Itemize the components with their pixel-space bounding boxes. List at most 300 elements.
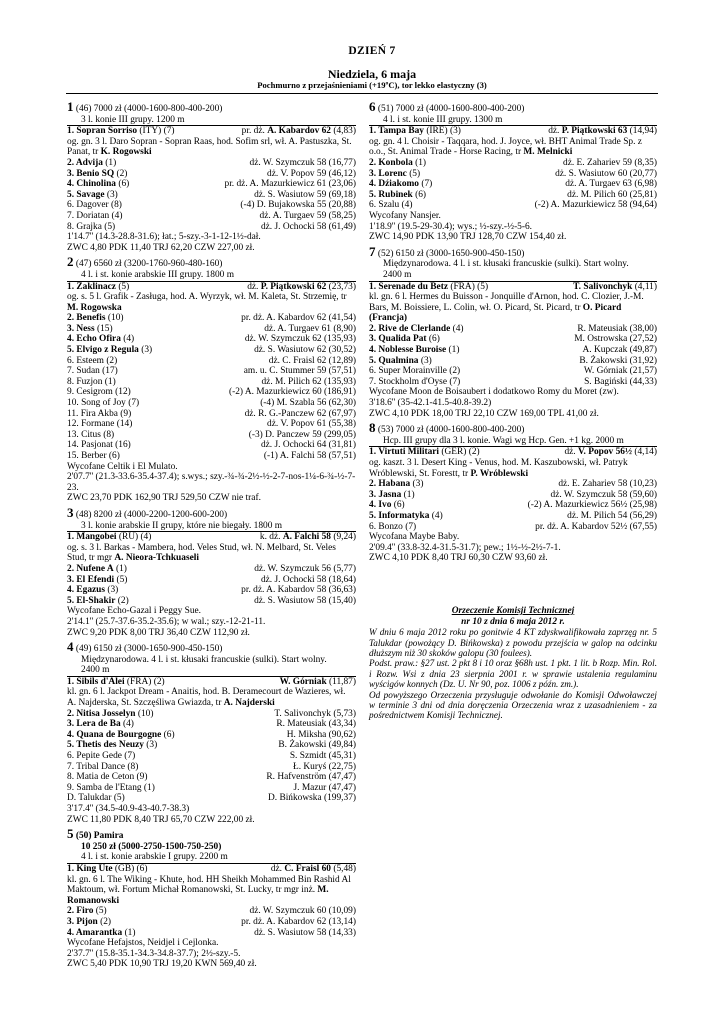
placed-horse xyxy=(369,158,426,169)
race-prize: (50) Pamira xyxy=(75,831,124,842)
placed-horse-info: (3) xyxy=(418,355,432,366)
winner-name: 1. Sibils d'Alei xyxy=(67,676,125,687)
placed-horse-info: (1) xyxy=(412,157,427,168)
placed-horse-info: (6) xyxy=(161,729,175,740)
placed-horse-name: 4. Dźiakomo xyxy=(369,179,419,190)
winner-jockey: V. Popov 56½ xyxy=(577,447,632,458)
placed-horse-info: 6. Bonzo (7) xyxy=(369,521,417,532)
winner-odds: (9,24) xyxy=(331,532,356,543)
race-note: 2'09.4'' (33.8-32.4-31.5-31.7); pew.; 1½-½-2½-7-1. xyxy=(369,542,561,553)
right-column xyxy=(369,99,657,721)
placed-row xyxy=(369,500,657,511)
race-conditions: 2400 m xyxy=(81,665,110,676)
placed-horse-name: 5. Qualmina xyxy=(369,355,419,366)
placed-horse-info: 7. Stockholm d'Oyse (7) xyxy=(369,376,461,387)
placed-horse-name: 2. Advija xyxy=(67,157,103,168)
placed-jockey: (-2) A. Mazurkiewicz 60 (186,91) xyxy=(228,387,356,398)
placed-horse-info: (3) xyxy=(105,585,119,596)
placed-horse xyxy=(67,451,120,462)
winner-jockey-cell xyxy=(573,282,657,293)
date-title: Niedziela, 6 maja xyxy=(327,66,417,81)
placed-row xyxy=(67,709,356,720)
winner-jockey: P. Piątkowski 62 xyxy=(260,281,327,292)
race-prize: (48) 8200 zł (4000-2200-1200-600-200) xyxy=(75,509,228,520)
placed-row xyxy=(67,356,356,367)
winner-origin: (5) xyxy=(115,281,130,292)
placed-row xyxy=(369,511,657,522)
trainer-name: A. Nieora-Tchkuaseli xyxy=(114,553,199,564)
winner-origin: (GER) (2) xyxy=(439,447,480,458)
winner-odds: (4,11) xyxy=(632,281,657,292)
placed-horse-info: 9. Cesigrom (12) xyxy=(67,387,131,398)
race-conditions: 2400 m xyxy=(383,269,412,280)
placed-horse-info: (5) xyxy=(114,574,128,585)
placed-row xyxy=(369,190,657,201)
placed-horse-info: (5) xyxy=(93,906,107,917)
race-note: Wycofana Maybe Baby. xyxy=(369,532,460,543)
placed-horse-info: 11. Fira Akba (9) xyxy=(67,408,132,419)
inquiry-body xyxy=(369,627,657,721)
placed-jockey: dż. S. Wasiutow 62 (30,52) xyxy=(254,345,356,356)
placed-horse xyxy=(67,409,131,420)
placed-horse-name: 3. Ness xyxy=(67,323,95,334)
placed-row xyxy=(369,158,657,169)
race-prize: (46) 7000 zł (4000-1600-800-400-200) xyxy=(75,104,223,114)
placed-horse xyxy=(67,740,157,751)
placed-horse-info: 13. Citus (8) xyxy=(67,429,115,440)
race-block xyxy=(67,504,356,638)
winner-origin: (RU) (4) xyxy=(116,532,152,543)
placed-horse-name: 5. Elvigo z Regula xyxy=(67,345,139,356)
placed-horse-info: 6. Pepite Gede (7) xyxy=(67,751,136,762)
breeding-info xyxy=(369,458,657,479)
race-prize: (53) 7000 zł (4000-1600-800-400-200) xyxy=(377,425,525,436)
placed-horse-name: 5. Thetis des Neuzy xyxy=(67,740,144,751)
breeding-info xyxy=(67,137,356,158)
placed-row xyxy=(369,377,657,388)
winner-jockey-prefix: dż. xyxy=(247,281,261,292)
placed-row xyxy=(67,772,356,783)
left-column xyxy=(67,99,356,974)
placed-row xyxy=(67,730,356,741)
placed-horse-info: (6) xyxy=(426,334,440,345)
placed-jockey: W. Górniak (21,57) xyxy=(583,366,657,377)
placed-horse xyxy=(67,906,107,917)
race-note: Wycofany Nansjer. xyxy=(369,210,441,221)
inquiry-text: W dniu 6 maja 2012 roku po gonitwie 4 KT zdyskwalifikowała zaprzęg nr. 5 Talukdar (powożący D. Bińkowska) z powodu przejścia w galop na odcinku dłuższym niż 30 skoków galopu (30 foulees). xyxy=(369,627,657,658)
placed-row xyxy=(67,200,356,211)
placed-row xyxy=(67,928,356,939)
winner-odds: (4,83) xyxy=(331,126,356,137)
placed-jockey: M. Ostrowska (27,52) xyxy=(574,334,657,345)
placed-jockey: H. Miksha (90,62) xyxy=(286,729,356,740)
placed-horse-info: 10. Song of Joy (7) xyxy=(67,398,140,409)
placed-jockey: (-1) A. Falchi 58 (57,51) xyxy=(263,451,356,461)
race-note: 3'18.6'' (35-42.1-41.5-40.8-39.2) xyxy=(369,398,492,409)
placed-row xyxy=(369,522,657,533)
winner-row xyxy=(369,447,657,458)
inquiry-subtitle: nr 10 z dnia 6 maja 2012 r. xyxy=(461,616,565,627)
placed-horse xyxy=(67,564,127,575)
winner-row xyxy=(67,677,356,688)
placed-horse-info: (6) xyxy=(391,500,405,511)
placed-horse-info: (2) xyxy=(97,916,112,927)
breeding-info xyxy=(369,292,657,324)
placed-row xyxy=(67,324,356,335)
race-block xyxy=(369,243,657,420)
trainer-name: M. Romanowski xyxy=(67,885,329,906)
winner-name: 1. Zaklinacz xyxy=(67,281,116,292)
trainer-name: K. Rogowski xyxy=(100,147,152,158)
placed-horse-info: D. Talukdar (5) xyxy=(67,793,125,804)
placed-horse-name: 5. Informatyka xyxy=(369,510,430,521)
placed-jockey: D. Bińkowska (199,37) xyxy=(267,793,356,804)
placed-jockey: dż. M. Pilich 62 (135,93) xyxy=(261,376,356,387)
placed-horse xyxy=(369,190,426,201)
race-conditions: 10 250 zł (5000-2750-1500-750-250) xyxy=(81,841,222,852)
placed-row xyxy=(369,334,657,345)
placed-horse xyxy=(369,334,440,345)
placed-horse xyxy=(67,719,134,730)
placed-horse xyxy=(67,387,131,398)
placed-horse xyxy=(67,211,122,222)
placed-horse xyxy=(369,324,464,335)
race-note: ZWC 4,80 PDK 11,40 TRJ 62,20 CZW 227,00 zł. xyxy=(67,242,255,253)
placed-horse xyxy=(369,366,460,377)
race-header xyxy=(67,639,356,655)
placed-row xyxy=(67,430,356,441)
breeding-info xyxy=(67,687,356,708)
placed-jockey: R. Mateusiak (38,00) xyxy=(577,323,657,334)
inquiry-appeal: Od powyższego Orzeczenia przysługuje odwołanie do Komisji Odwoławczej w terminie 3 dni od dnia doręczenia Orzeczenia wraz z uzasadnieniem - za pośrednictwem Komisji Technicznej. xyxy=(369,689,657,721)
winner-jockey: P. Piątkowski 63 xyxy=(561,126,628,137)
race-number: 4 xyxy=(67,639,74,655)
placed-horse xyxy=(67,366,118,377)
placed-horse-info: 8. Fuzjon (1) xyxy=(67,376,116,387)
placed-horse xyxy=(67,398,139,409)
trainer-name: M. Melnicki xyxy=(523,147,573,158)
placed-horse-info: 8. Matia de Ceton (9) xyxy=(67,772,148,783)
race-conditions: 3 l. konie arabskie II grupy, które nie biegały. 1800 m xyxy=(81,520,283,531)
placed-horse-info: (3) xyxy=(138,345,153,356)
winner-odds: (23,73) xyxy=(326,281,356,292)
race-header xyxy=(67,504,356,521)
placed-jockey: dż. W. Szymczuk 56 (5,77) xyxy=(254,563,356,574)
placed-jockey: S. Szmidt (45,31) xyxy=(289,751,356,762)
winner-jockey: W. Górniak xyxy=(279,676,327,687)
race-conditions: Międzynarodowa. 4 l. i st. kłusaki francuskie (sulki). Start wolny. xyxy=(81,654,327,665)
placed-horse-info: (15) xyxy=(94,323,113,334)
race-number: 3 xyxy=(67,504,74,520)
placed-row xyxy=(369,169,657,180)
placed-row xyxy=(67,398,356,409)
placed-jockey: dż. J. Ochocki 58 (61,49) xyxy=(260,221,356,232)
breeding-info xyxy=(369,137,657,158)
race-number: 7 xyxy=(369,243,376,259)
placed-jockey: dż. J. Ochocki 64 (31,81) xyxy=(260,440,356,451)
winner-row xyxy=(67,864,356,875)
placed-horse-info: (5) xyxy=(406,168,421,179)
placed-row xyxy=(67,222,356,233)
breeding-text: og. s. 5 l. Grafik - Zasługa, hod. A. Wyrzyk, wł. M. Kaleta, St. Strzemię, tr xyxy=(67,292,347,303)
trainer-name: M. Rogowska xyxy=(67,302,122,313)
winner-row xyxy=(369,282,657,293)
placed-jockey: dż. C. Fraisl 62 (12,89) xyxy=(268,355,356,366)
placed-horse-name: 3. Pijon xyxy=(67,916,98,927)
day-title: DZIEŃ 7 xyxy=(348,45,396,57)
placed-horse xyxy=(67,917,111,928)
placed-jockey: dż. M. Pilich 54 (56,29) xyxy=(567,510,657,521)
placed-jockey: dż. W. Szymczuk 58 (59,60) xyxy=(550,489,657,500)
placed-horse-info: (6) xyxy=(412,189,427,200)
placed-horse xyxy=(369,479,423,490)
placed-jockey: (-3) D. Panczew 59 (299,05) xyxy=(248,429,356,440)
winner-origin: (FRA) (2) xyxy=(124,676,165,687)
breeding-info xyxy=(67,292,356,313)
placed-row xyxy=(369,179,657,190)
placed-horse xyxy=(369,511,443,522)
placed-jockey: (-2) A. Mazurkiewicz 56½ (25,98) xyxy=(527,500,657,511)
winner-row xyxy=(67,282,356,293)
placed-jockey: am. u. C. Stummer 59 (57,51) xyxy=(243,366,356,377)
placed-row xyxy=(67,762,356,773)
race-block xyxy=(67,639,356,825)
winner-name-cell xyxy=(369,282,488,293)
placed-jockey: dż. W. Szymczuk 58 (16,77) xyxy=(249,157,356,168)
winner-odds: (14,94) xyxy=(627,126,657,137)
placed-horse-name: 4. Chinolina xyxy=(67,179,116,190)
placed-jockey: dż. V. Popov 61 (55,38) xyxy=(267,419,356,430)
race-prize: (47) 6560 zł (3200-1760-960-480-160) xyxy=(75,259,223,270)
placed-jockey: dż. S. Wasiutow 58 (15,40) xyxy=(254,595,356,606)
placed-row xyxy=(67,783,356,794)
placed-horse xyxy=(67,751,135,762)
race-header xyxy=(67,99,356,115)
placed-horse xyxy=(67,324,113,335)
winner-jockey-prefix: dż. xyxy=(548,126,562,137)
placed-horse-name: 4. Egazus xyxy=(67,585,106,596)
placed-row xyxy=(67,169,356,180)
placed-jockey: dż. M. Pilich 60 (25,81) xyxy=(567,189,657,200)
placed-horse-info: (1) xyxy=(102,157,117,168)
placed-jockey: pr. dż. A. Kabardov 62 (41,54) xyxy=(241,313,356,324)
placed-horse xyxy=(369,345,459,356)
race-prize: (51) 7000 zł (4000-1600-800-400-200) xyxy=(377,104,525,114)
winner-odds: (11,87) xyxy=(326,676,356,687)
winner-name-cell xyxy=(369,447,480,458)
placed-jockey: R. Mateusiak (43,34) xyxy=(276,719,356,730)
race-conditions: 4 l. i st. konie III grupy. 1300 m xyxy=(383,114,503,125)
race-conditions: 4 l. i st. konie arabskie III grupy. 1800 m xyxy=(81,269,235,280)
race-header xyxy=(369,243,657,260)
placed-row xyxy=(67,451,356,462)
placed-row xyxy=(369,479,657,490)
placed-horse-name: 3. Lorenc xyxy=(369,168,407,179)
winner-name: 1. King Ute xyxy=(67,863,113,874)
race-conditions: Międzynarodowa. 4 l. i st. kłusaki francuskie (sulki). Start wolny. xyxy=(383,259,629,270)
placed-jockey: dż. S. Wasiutow 59 (69,18) xyxy=(254,189,356,200)
race-note: ZWC 9,20 PDK 8,00 TRJ 36,40 CZW 112,90 zł. xyxy=(67,627,250,638)
winner-jockey-cell xyxy=(564,447,657,458)
race-note: ZWC 4,10 PDK 8,40 TRJ 60,30 CZW 93,60 zł. xyxy=(369,553,548,564)
weather-info: Pochmurno z przejaśnieniami (+19ºC), tor lekko elastyczny (3) xyxy=(257,80,487,91)
race-header xyxy=(67,826,356,842)
winner-jockey-cell xyxy=(242,126,356,137)
winner-origin: (IRE) (3) xyxy=(423,126,461,137)
winner-name: 1. Tampa Bay xyxy=(369,126,424,137)
placed-horse-info: (1) xyxy=(122,927,136,938)
placed-horse-name: 2. Konbola xyxy=(369,157,413,168)
race-header xyxy=(369,420,657,436)
breeding-text: kl. gn. 6 l. Hermes du Buisson - Jonquille d'Arnon, hod. C. Clozier, J.-M. Bars, M. Boissiere, L. Colin, wł. O. Picard, St. Picard, tr xyxy=(369,292,644,313)
race-header xyxy=(369,99,657,115)
placed-row xyxy=(67,190,356,201)
placed-horse-name: 5. Savage xyxy=(67,189,105,200)
placed-horse-info: (4) xyxy=(429,510,443,521)
race-note: Wycofane Hefajstos, Neidjel i Cejlonka. xyxy=(67,938,219,949)
placed-horse xyxy=(67,783,155,794)
race-number: 6 xyxy=(369,99,376,114)
placed-horse-name: 5. Rubinek xyxy=(369,189,413,200)
race-prize: (49) 6150 zł (3000-1650-900-450-150) xyxy=(75,644,223,655)
placed-row xyxy=(67,575,356,586)
race-note: Wycofane Moon de Boisaubert i dodatkowo Romy du Moret (zw). xyxy=(369,387,619,398)
winner-jockey-cell xyxy=(280,677,356,688)
placed-horse-name: 3. Jasna xyxy=(369,489,402,500)
placed-horse xyxy=(67,356,117,367)
placed-horse-name: 4. Ivo xyxy=(369,500,392,511)
placed-horse-info: 8. Grajka (5) xyxy=(67,221,116,232)
winner-odds: (5,48) xyxy=(331,863,356,874)
placed-horse-info: 6. Super Morainville (2) xyxy=(369,366,461,377)
race-block xyxy=(369,99,657,243)
winner-origin: (FRA) (5) xyxy=(448,281,489,292)
placed-horse-name: 4. Amarantka xyxy=(67,927,123,938)
placed-jockey: dż. V. Popov 59 (46,12) xyxy=(267,168,356,179)
trainer-name: A. Najderski xyxy=(223,698,275,709)
placed-horse-info: (10) xyxy=(105,313,124,324)
placed-horse xyxy=(369,356,432,367)
winner-jockey: C. Fraisl 60 xyxy=(284,863,331,874)
placed-horse-info: 12. Formane (14) xyxy=(67,419,133,430)
placed-row xyxy=(67,906,356,917)
breeding-text: og. gn. 3 l. Daro Sopran - Sopran Raas, hod. Sofim srl, wł. A. Pastuszka, St. Panat, tr xyxy=(67,136,352,158)
winner-jockey-prefix: dż. xyxy=(270,863,285,874)
placed-horse-info: (2) xyxy=(115,595,129,606)
placed-horse-name: 2. Benefis xyxy=(67,313,106,324)
placed-row xyxy=(67,740,356,751)
placed-jockey: A. Kupczak (49,87) xyxy=(582,345,657,356)
placed-horse xyxy=(67,334,134,345)
placed-horse xyxy=(67,158,116,169)
winner-jockey-prefix: dż. xyxy=(564,447,578,458)
race-note: 3'17.4'' (34.5-40.9-43-40.7-38.3) xyxy=(67,804,190,814)
placed-horse-info: 6. Dagover (8) xyxy=(67,200,122,211)
race-note: ZWC 5,40 PDK 10,90 TRJ 19,20 KWN 569,40 zł. xyxy=(67,959,257,970)
placed-row xyxy=(67,419,356,430)
placed-horse xyxy=(67,222,115,233)
winner-jockey-cell xyxy=(247,282,356,293)
trainer-name: P. Wróblewski xyxy=(470,468,529,479)
race-conditions: Hcp. III grupy dla 3 l. konie. Wagi wg Hcp. Gen. +1 kg. 2000 m xyxy=(383,435,624,446)
placed-horse-name: 2. Firo xyxy=(67,906,94,917)
winner-jockey-cell xyxy=(548,126,657,137)
header-rule xyxy=(66,93,658,94)
placed-row xyxy=(67,440,356,451)
race-note: ZWC 11,80 PDK 8,40 TRJ 65,70 CZW 222,00 zł. xyxy=(67,814,255,825)
winner-jockey-prefix: pr. dż. xyxy=(241,126,268,137)
placed-horse xyxy=(369,169,420,180)
placed-jockey: pr. dż. A. Kabardov 62 (13,14) xyxy=(241,916,356,927)
placed-row xyxy=(67,585,356,596)
race-note: Wycofane Echo-Gazal i Peggy Sue. xyxy=(67,606,202,617)
placed-horse-info: (4) xyxy=(450,323,464,334)
breeding-info xyxy=(67,875,356,907)
race-note: 2'37.7'' (15.8-35.1-34.3-34.8-37.7); 2½-szy.-5. xyxy=(67,948,241,959)
placed-row xyxy=(67,345,356,356)
race-block xyxy=(67,99,356,253)
placed-horse-name: 2. Nitisa Josselyn xyxy=(67,708,136,719)
placed-jockey: dż. E. Zahariev 59 (8,35) xyxy=(563,157,657,168)
placed-horse-info: (1) xyxy=(446,345,460,356)
race-conditions: 3 l. konie III grupy. 1200 m xyxy=(81,114,185,125)
placed-horse xyxy=(369,490,415,501)
winner-row xyxy=(67,532,356,543)
winner-jockey: A. Falchi 58 xyxy=(282,532,331,543)
placed-horse xyxy=(67,575,127,586)
placed-horse-name: 3. Benio SQ xyxy=(67,168,115,179)
placed-jockey: B. Żakowski (49,84) xyxy=(278,740,356,751)
winner-jockey-cell xyxy=(260,532,356,543)
race-block xyxy=(67,254,356,504)
placed-jockey: dż. A. Turgaev 63 (6,98) xyxy=(565,179,657,190)
placed-row xyxy=(67,158,356,169)
race-block xyxy=(67,826,356,970)
placed-jockey: dż. S. Wasiutow 60 (20,77) xyxy=(555,168,657,179)
placed-horse xyxy=(369,179,432,190)
placed-row xyxy=(369,366,657,377)
breeding-text: kl. gn. 6 l. Jackpot Dream - Anaitis, hod. B. Deramecourt de Wazieres, wł. A. Najderska, St. Szczęśliwa Gwiazda, tr xyxy=(67,687,346,709)
race-number: 5 xyxy=(67,826,74,842)
placed-horse xyxy=(369,500,405,511)
winner-name: 1. Mangobei xyxy=(67,532,117,543)
placed-jockey: dż. E. Zahariev 58 (10,23) xyxy=(558,479,657,490)
race-note: Wycofane Celtik i El Mulato. xyxy=(67,461,178,472)
placed-jockey: dż. A. Turgaev 59 (58,25) xyxy=(259,210,356,221)
winner-name-cell xyxy=(67,532,151,543)
winner-name-cell xyxy=(67,126,175,137)
placed-horse xyxy=(67,709,153,720)
placed-horse-info: (6) xyxy=(115,179,130,190)
race-note: ZWC 14,90 PDK 13,90 TRJ 128,70 CZW 154,40 zł. xyxy=(369,232,567,243)
placed-horse xyxy=(67,596,129,607)
race-number: 8 xyxy=(369,420,376,436)
placed-row xyxy=(67,366,356,377)
placed-horse-name: 3. El Efendi xyxy=(67,574,115,585)
placed-horse-info: (1) xyxy=(113,563,127,574)
race-note: 2'14.1'' (25.7-37.6-35.2-35.6); w wal.; szy.-12-21-11. xyxy=(67,616,266,627)
winner-jockey: A. Kabardov 62 xyxy=(267,126,331,137)
placed-jockey: Ł. Kuryś (22,75) xyxy=(292,761,356,772)
placed-horse-name: 3. Lera de Ba xyxy=(67,719,121,730)
placed-row xyxy=(67,313,356,324)
winner-name-cell xyxy=(67,282,129,293)
winner-origin: (GB) (6) xyxy=(112,863,148,874)
placed-horse xyxy=(67,345,152,356)
placed-row xyxy=(67,387,356,398)
placed-row xyxy=(369,490,657,501)
winner-jockey-prefix: k. dż. xyxy=(259,532,283,543)
